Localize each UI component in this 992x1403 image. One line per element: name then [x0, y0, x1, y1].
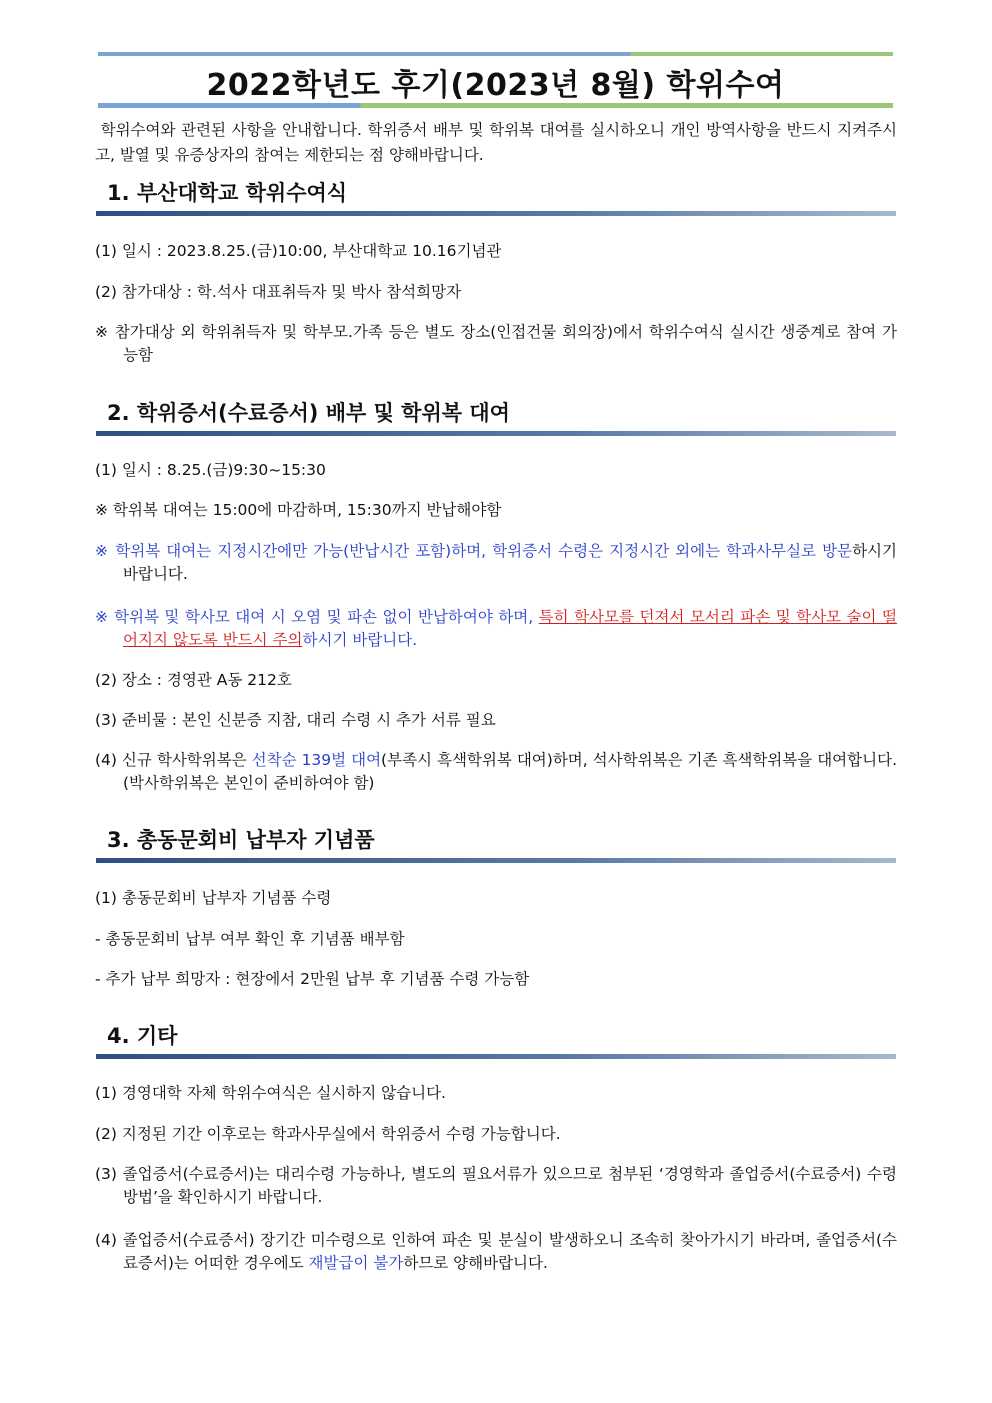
item-4-blue-text: 선착순 139벌 대여 — [251, 751, 382, 769]
note-2-blue-text: ※ 학위복 대여는 지정시간에만 가능(반납시간 포함)하며, 학위증서 수령은 지정시간 외에는 학과사무실로 방문 — [95, 542, 853, 560]
section-4-rule — [96, 1054, 896, 1059]
section-4-item-4 — [95, 1229, 897, 1275]
title-block — [98, 52, 893, 108]
item-4-text: (4) 신규 학사학위복은 — [95, 751, 252, 769]
section-3-item-3: - 추가 납부 희망자 : 현장에서 2만원 납부 후 기념품 수령 가능함 — [95, 970, 530, 988]
note-3-warning-text: 특히 학사모를 던져서 모서리 파손 및 학사모 술이 떨어지지 않도록 반드시 주의 — [123, 608, 897, 649]
note-3-blue-tail: 하시기 바랍니다. — [302, 631, 418, 649]
section-1-rule — [96, 211, 896, 216]
section-2-heading: 2. 학위증서(수료증서) 배부 및 학위복 대여 — [107, 401, 510, 425]
intro-text: 학위수여와 관련된 사항을 안내합니다. 학위증서 배부 및 학위복 대여를 실시하오니 개인 방역사항을 반드시 지켜주시고, 발열 및 유증상자의 참여는 제한되는 점 양해바랍니다. — [95, 121, 897, 164]
section-2-item-1: (1) 일시 : 8.25.(금)9:30~15:30 — [95, 461, 326, 479]
section-2-note-1: ※ 학위복 대여는 15:00에 마감하며, 15:30까지 반납해야함 — [95, 501, 502, 519]
section-4-item-2: (2) 지정된 기간 이후로는 학과사무실에서 학위증서 수령 가능합니다. — [95, 1125, 561, 1143]
section-4-item-1: (1) 경영대학 자체 학위수여식은 실시하지 않습니다. — [95, 1084, 446, 1102]
item-4-4-tail: 하므로 양해바랍니다. — [403, 1254, 548, 1272]
note-3-blue-text: ※ 학위복 및 학사모 대여 시 오염 및 파손 없이 반납하여야 하며, — [95, 608, 539, 626]
title-top-rule — [98, 52, 893, 56]
section-4-item-3 — [95, 1163, 897, 1209]
section-4-heading: 4. 기타 — [107, 1024, 178, 1048]
section-2-item-3: (3) 준비물 : 본인 신분증 지참, 대리 수령 시 추가 서류 필요 — [95, 711, 496, 729]
section-1-note — [95, 321, 897, 367]
section-2-note-3 — [95, 606, 897, 652]
item-4-4-text: (4) 졸업증서(수료증서) 장기간 미수령으로 인하여 파손 및 분실이 발생하오니 조속히 찾아가시기 바라며, 졸업증서(수료증서)는 어떠한 경우에도 — [95, 1231, 897, 1272]
section-4-item-3-text: (3) 졸업증서(수료증서)는 대리수령 가능하나, 별도의 필요서류가 있으므로 첨부된 ‘경영학과 졸업증서(수료증서) 수령 방법’을 확인하시기 바랍니다. — [95, 1165, 897, 1206]
page-title: 2022학년도 후기(2023년 8월) 학위수여 — [206, 68, 785, 103]
section-3-item-1: (1) 총동문회비 납부자 기념품 수령 — [95, 889, 332, 907]
section-3-rule — [96, 858, 896, 863]
section-1-heading: 1. 부산대학교 학위수여식 — [107, 181, 348, 205]
section-1-note-text: ※ 참가대상 외 학위취득자 및 학부모.가족 등은 별도 장소(인접건물 회의장)에서 학위수여식 실시간 생중계로 참여 가능함 — [95, 323, 897, 364]
intro-paragraph — [95, 118, 897, 168]
section-2-item-2: (2) 장소 : 경영관 A동 212호 — [95, 671, 292, 689]
title-bottom-rule — [98, 103, 893, 108]
section-3-item-2: - 총동문회비 납부 여부 확인 후 기념품 배부함 — [95, 930, 405, 948]
section-2-item-4 — [95, 749, 897, 795]
section-2-note-2 — [95, 540, 897, 586]
section-1-item-1: (1) 일시 : 2023.8.25.(금)10:00, 부산대학교 10.16기념관 — [95, 242, 502, 260]
item-4-4-blue-text: 재발급이 불가 — [308, 1254, 404, 1272]
section-1-item-2: (2) 참가대상 : 학.석사 대표취득자 및 박사 참석희망자 — [95, 283, 462, 301]
section-2-rule — [96, 431, 896, 436]
section-3-heading: 3. 총동문회비 납부자 기념품 — [107, 828, 375, 852]
item-4-tail: (부족시 흑색학위복 대여)하며, 석사학위복은 기존 흑색학위복을 대여합니다. (박사학위복은 본인이 준비하여야 함) — [123, 751, 897, 792]
note-2-tail: 하시기 바랍니다. — [123, 542, 897, 583]
